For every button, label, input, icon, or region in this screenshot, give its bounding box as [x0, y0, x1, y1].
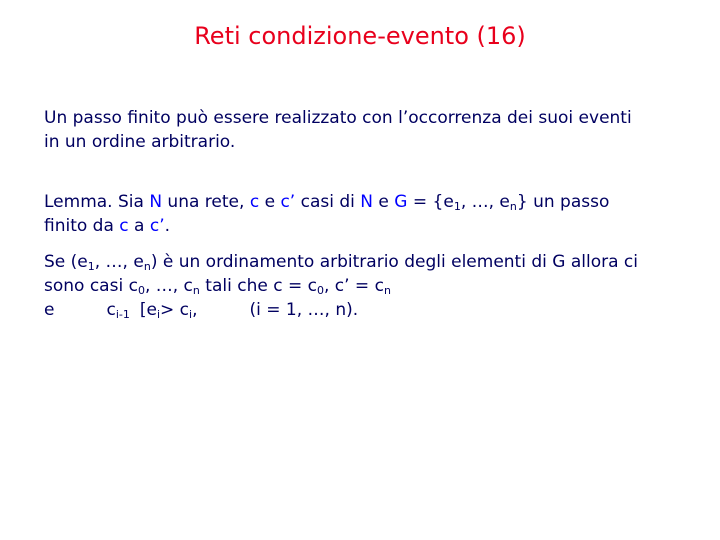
ordering-text: c [106, 300, 116, 320]
subscript: n [509, 200, 517, 213]
intro-line-2: in un ordine arbitrario. [44, 132, 236, 152]
ordering-text: sono casi c [44, 276, 138, 296]
lemma-text: a [128, 216, 150, 236]
ordering-line-1 [44, 250, 638, 274]
lemma-text: = {e [407, 192, 454, 212]
case-symbol: c’ [280, 192, 296, 212]
lemma-line-1 [44, 190, 609, 214]
ordering-text: [e [139, 300, 157, 320]
ordering-text: , c’ = c [323, 276, 384, 296]
ordering-line-3 [44, 298, 638, 322]
ordering-text: , …, e [94, 252, 144, 272]
lemma-text: una rete, [162, 192, 250, 212]
ordering-text: ) è un ordinamento arbitrario degli elementi di G allora ci [150, 252, 638, 272]
subscript: 0 [137, 284, 145, 297]
lemma-text: e [259, 192, 281, 212]
lemma-text: } un passo [516, 192, 610, 212]
net-symbol: N [149, 192, 163, 212]
net-symbol: N [360, 192, 374, 212]
lemma-text: finito da [44, 216, 120, 236]
ordering-text: , …, c [144, 276, 193, 296]
case-symbol: c [119, 216, 129, 236]
subscript: i [189, 308, 193, 321]
subscript: i-1 [115, 308, 130, 321]
ordering-line-2 [44, 274, 638, 298]
ordering-text: (i = 1, …, n). [249, 300, 359, 320]
lemma-text: Lemma. Sia [44, 192, 150, 212]
subscript: n [192, 284, 200, 297]
ordering-paragraph [44, 250, 638, 322]
ordering-text: Se (e [44, 252, 88, 272]
ordering-text: , [192, 300, 198, 320]
lemma-text: , …, e [460, 192, 510, 212]
ordering-text: tali che c = c [199, 276, 317, 296]
subscript: n [143, 260, 151, 273]
ordering-text: e [44, 300, 55, 320]
lemma-paragraph [44, 190, 609, 238]
lemma-text: casi di [295, 192, 361, 212]
subscript: 0 [316, 284, 324, 297]
lemma-line-2 [44, 214, 609, 238]
case-symbol: c’ [149, 216, 165, 236]
lemma-text: . [164, 216, 171, 236]
subscript: i [156, 308, 161, 321]
case-symbol: c [249, 192, 260, 212]
lemma-text: e [373, 192, 395, 212]
intro-line-1: Un passo finito può essere realizzato con l’occorrenza dei suoi eventi [44, 108, 632, 128]
subscript: 1 [87, 260, 95, 273]
subscript: n [383, 284, 391, 297]
intro-paragraph [44, 106, 632, 154]
slide-title: Reti condizione-evento (16) [194, 22, 526, 50]
subscript: 1 [453, 200, 461, 213]
step-symbol: G [394, 192, 408, 212]
ordering-text: > c [160, 300, 190, 320]
